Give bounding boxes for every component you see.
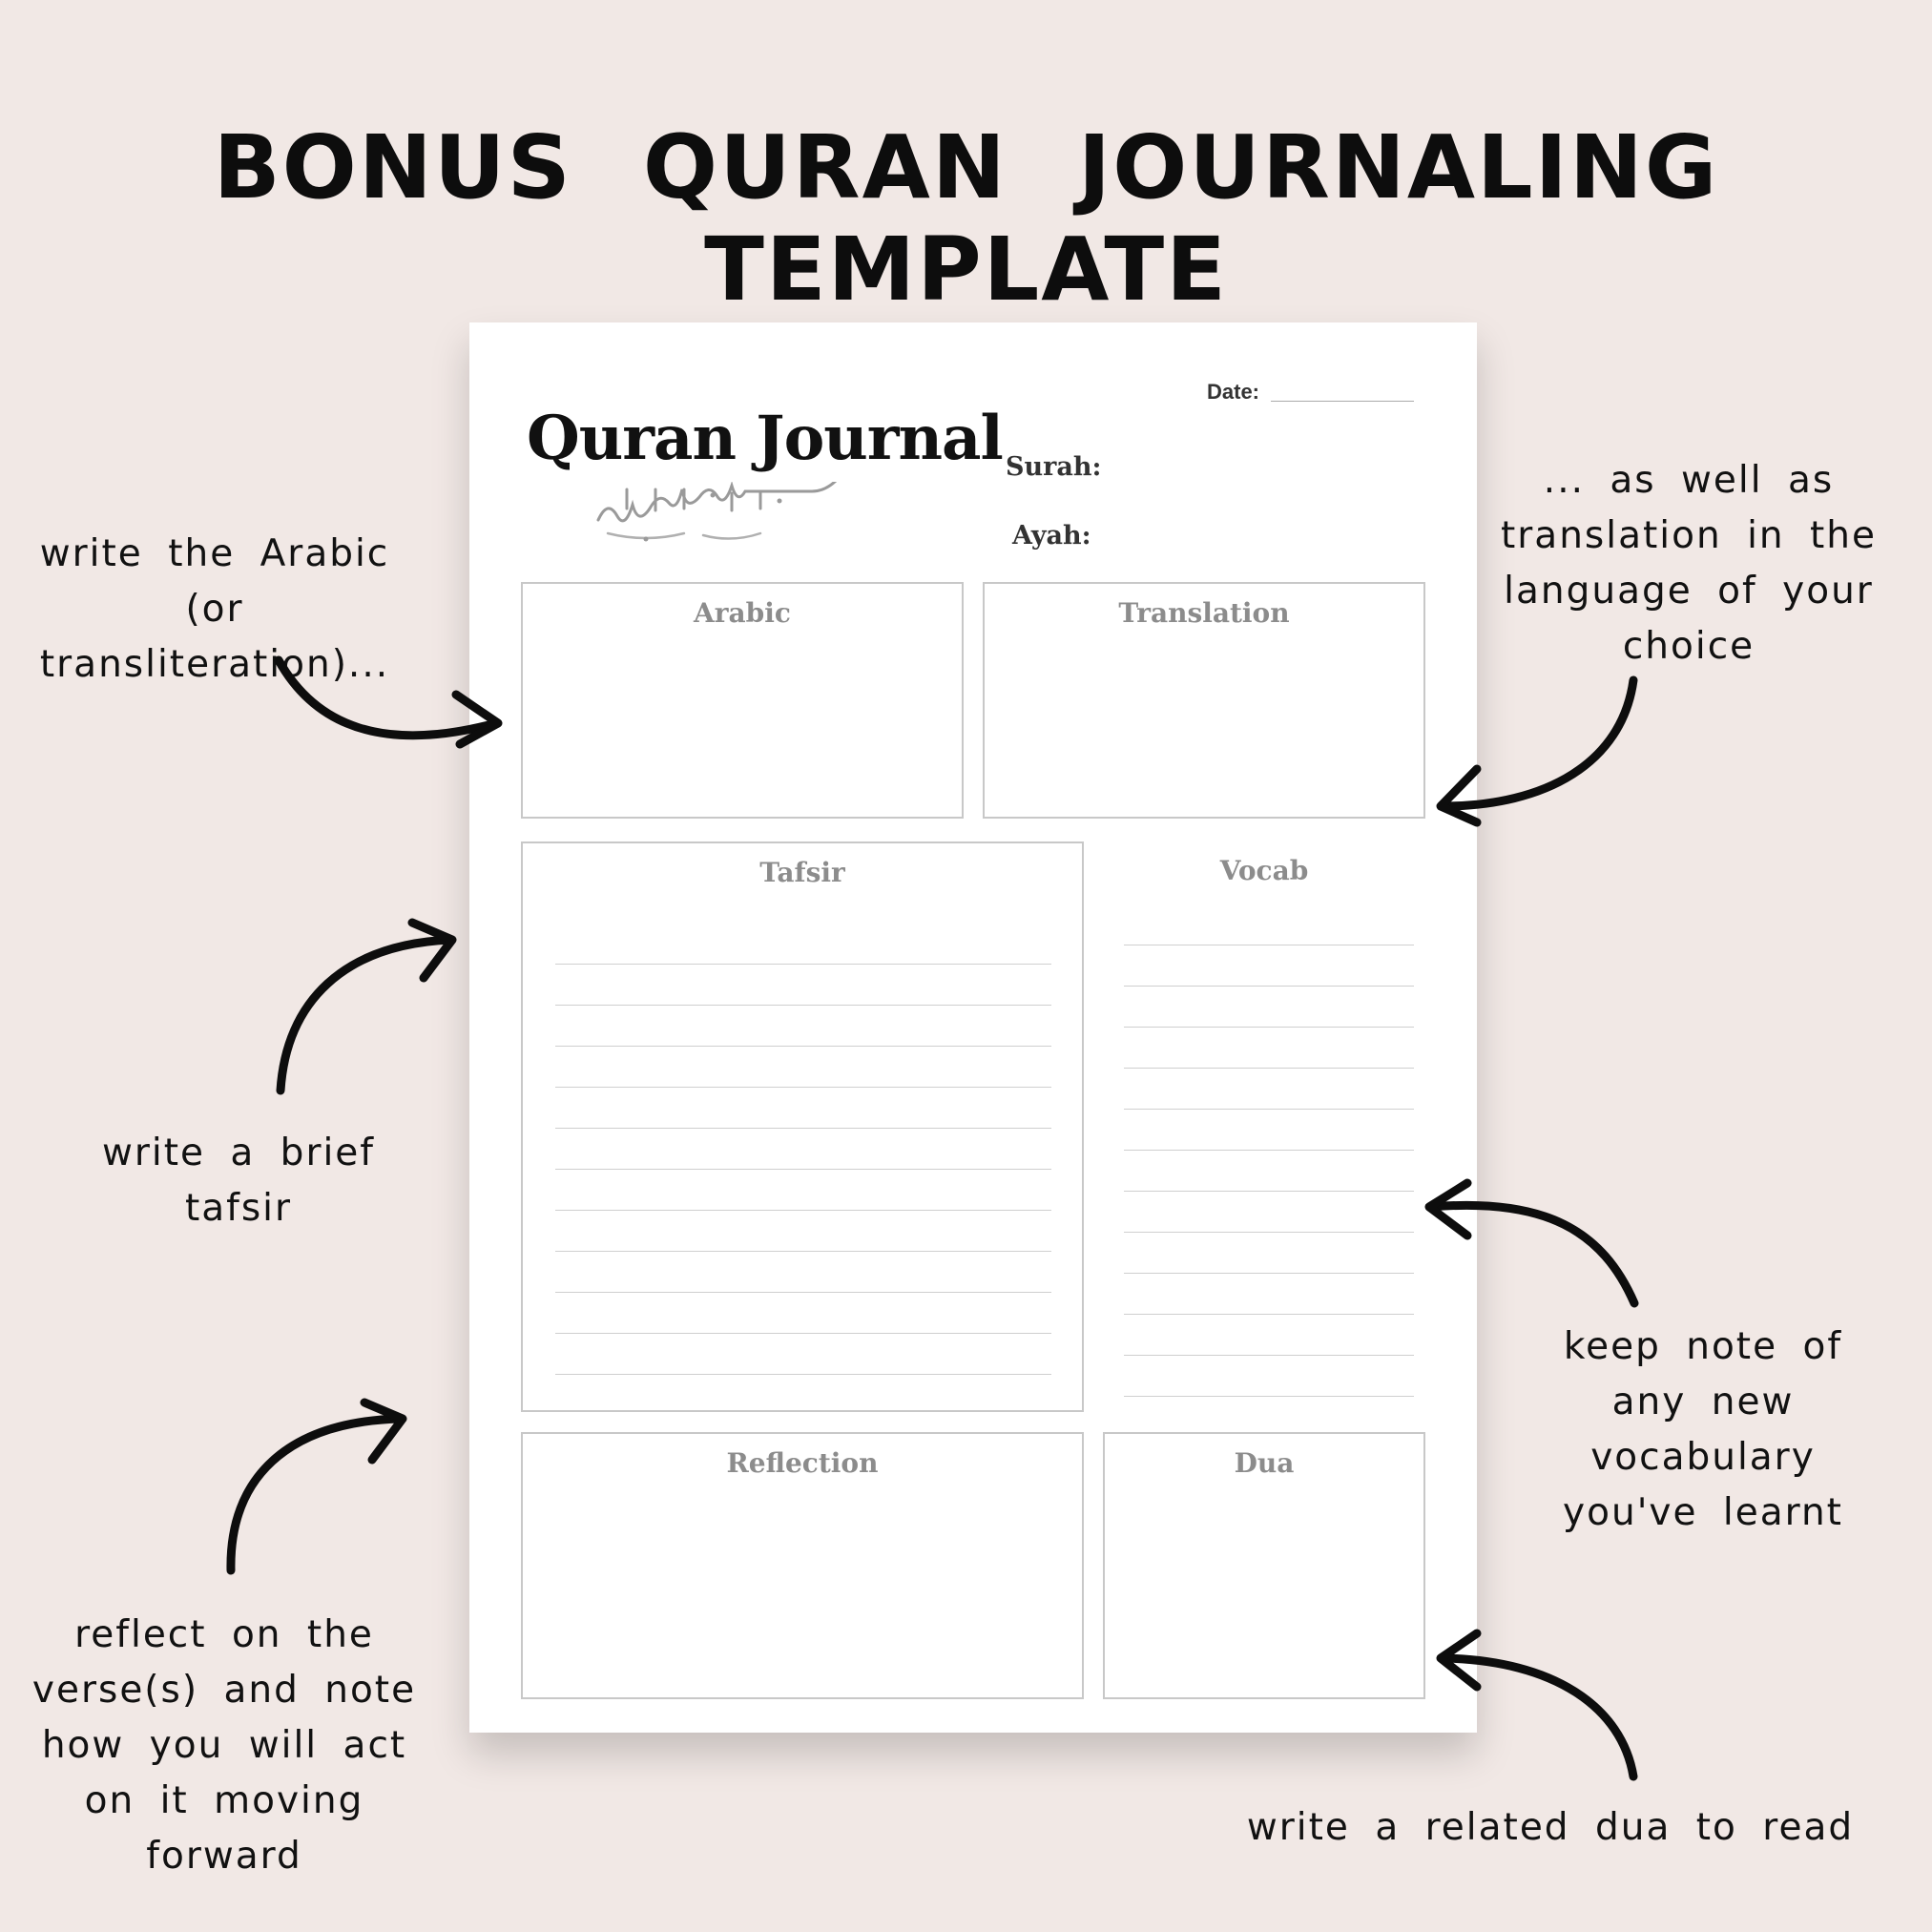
tafsir-line (555, 1210, 1051, 1211)
vocab-line (1124, 1314, 1414, 1315)
annotation-tafsir: write a brief tafsir (101, 1132, 376, 1230)
tafsir-box[interactable] (521, 841, 1084, 1412)
journal-page (469, 322, 1477, 1733)
vocab-line (1124, 1027, 1414, 1028)
vocab-line (1124, 1068, 1414, 1069)
vocab-line (1124, 1396, 1414, 1397)
annotation-vocab: keep note of any new vocabulary you've learnt (1563, 1325, 1843, 1534)
vocab-line (1124, 986, 1414, 987)
tafsir-line (555, 1374, 1051, 1375)
date-field-line[interactable] (1271, 401, 1414, 402)
reflection-title: Reflection (726, 1447, 879, 1479)
arrow-reflection-icon (231, 1402, 403, 1570)
vocab-area[interactable] (1103, 841, 1425, 1414)
annotation-reflection: reflect on the verse(s) and note how you will act on it moving forward (31, 1613, 417, 1878)
tafsir-line (555, 1128, 1051, 1129)
dua-title: Dua (1234, 1447, 1295, 1479)
ayah-label: Ayah: (1012, 521, 1091, 551)
reflection-box[interactable] (521, 1432, 1084, 1699)
tafsir-line (555, 1169, 1051, 1170)
arrow-tafsir-icon (280, 923, 452, 1091)
tafsir-line (555, 964, 1051, 965)
surah-label: Surah: (1006, 452, 1102, 482)
tafsir-line (555, 1046, 1051, 1047)
tafsir-line (555, 1087, 1051, 1088)
headline: BONUS QURAN JOURNALING TEMPLATE (213, 116, 1719, 321)
translation-title: Translation (1118, 597, 1290, 629)
vocab-line (1124, 1109, 1414, 1110)
vocab-line (1124, 1273, 1414, 1274)
annotation-dua: write a related dua to read (1246, 1806, 1855, 1849)
vocab-title: Vocab (1219, 855, 1309, 886)
journal-title: Quran Journal (527, 403, 1003, 474)
tafsir-line (555, 1333, 1051, 1334)
annotation-arabic: write the Arabic (or transliteration)... (39, 532, 390, 686)
vocab-line (1124, 1150, 1414, 1151)
tafsir-line (555, 1292, 1051, 1293)
tafsir-line (555, 1005, 1051, 1006)
vocab-line (1124, 1191, 1414, 1192)
bismillah-calligraphy (589, 482, 856, 551)
translation-box[interactable] (983, 582, 1425, 819)
date-label: Date: (1207, 380, 1260, 404)
tafsir-line (555, 1251, 1051, 1252)
arabic-title: Arabic (694, 597, 791, 629)
vocab-line (1124, 1232, 1414, 1233)
arabic-box[interactable] (521, 582, 964, 819)
tafsir-title: Tafsir (759, 857, 845, 888)
dua-box[interactable] (1103, 1432, 1425, 1699)
annotation-translation: ... as well as translation in the language of your choice (1500, 459, 1878, 668)
vocab-line (1124, 1355, 1414, 1356)
